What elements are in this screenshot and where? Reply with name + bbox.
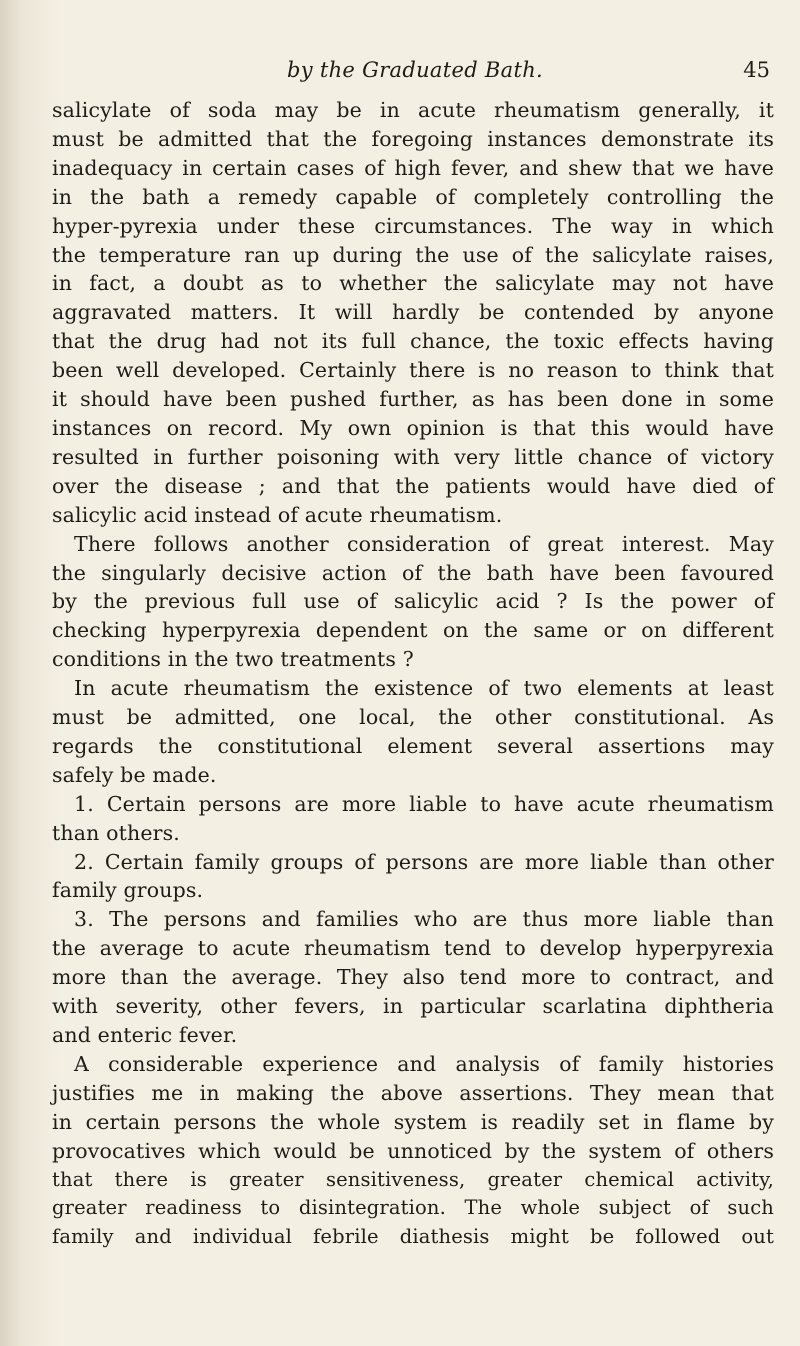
text-line: been well developed. Certainly there is no reason to think that [52, 358, 774, 383]
text-line: that there is greater sensitiveness, greater chemical activity, [52, 1167, 774, 1191]
text-line: aggravated matters. It will hardly be contended by anyone [52, 300, 774, 325]
text-line: greater readiness to disintegration. The whole subject of such [52, 1196, 774, 1220]
text-line: the average to acute rheumatism tend to develop hyperpyrexia [52, 936, 774, 961]
text-line: 1. Certain persons are more liable to have acute rheumatism [74, 791, 774, 816]
text-line: it should have been pushed further, as has been done in some [52, 387, 774, 412]
text-line: must be admitted that the foregoing instances demonstrate its [52, 126, 774, 151]
text-line: and enteric fever. [52, 1023, 238, 1047]
text-line: salicylic acid instead of acute rheumatism. [52, 502, 503, 527]
text-line: the singularly decisive action of the bath have been favoured [52, 560, 774, 585]
text-line: checking hyperpyrexia dependent on the same or on different [52, 618, 774, 643]
text-line: more than the average. They also tend more to contract, and [52, 965, 774, 990]
text-line: salicylate of soda may be in acute rheumatism generally, it [52, 98, 774, 122]
text-line: provocatives which would be unnoticed by the system of others [52, 1138, 774, 1163]
text-line: in fact, a doubt as to whether the salicylate may not have [52, 271, 774, 296]
text-line: over the disease ; and that the patients would have died of [52, 473, 774, 498]
text-line: resulted in further poisoning with very little chance of victory [52, 444, 774, 469]
text-line: hyper-pyrexia under these circumstances. The way in which [52, 213, 774, 238]
text-line: regards the constitutional element several assertions may [52, 733, 774, 758]
text-line: justifies me in making the above assertions. They mean that [52, 1080, 774, 1105]
text-line: that the drug had not its full chance, the toxic effects having [52, 329, 774, 354]
text-line: with severity, other fevers, in particular scarlatina diphtheria [52, 994, 774, 1019]
body-text [52, 96, 774, 1252]
running-title: by the Graduated Bath. [286, 58, 544, 82]
page-number: 45 [743, 58, 770, 82]
text-line: the temperature ran up during the use of the salicylate raises, [52, 242, 774, 267]
text-line: instances on record. My own opinion is that this would have [52, 415, 774, 440]
text-line: A considerable experience and analysis of family histories [74, 1051, 774, 1076]
text-line: There follows another consideration of great interest. May [74, 531, 774, 556]
text-line: by the previous full use of salicylic acid ? Is the power of [52, 589, 774, 614]
text-line: conditions in the two treatments ? [52, 647, 414, 672]
text-line: In acute rheumatism the existence of two elements at least [74, 676, 774, 701]
text-line: in certain persons the whole system is readily set in flame by [52, 1109, 774, 1134]
text-line: family and individual febrile diathesis might be followed out [52, 1225, 774, 1249]
text-line: safely be made. [52, 762, 217, 787]
text-line: than others. [52, 820, 180, 845]
text-line: in the bath a remedy capable of completely controlling the [52, 184, 774, 209]
text-line: inadequacy in certain cases of high fever, and shew that we have [52, 155, 774, 180]
text-line: must be admitted, one local, the other constitutional. As [52, 705, 774, 730]
running-head [60, 58, 770, 92]
text-line: family groups. [52, 878, 204, 903]
text-line: 2. Certain family groups of persons are more liable than other [74, 849, 774, 874]
text-line: 3. The persons and families who are thus more liable than [74, 907, 774, 932]
